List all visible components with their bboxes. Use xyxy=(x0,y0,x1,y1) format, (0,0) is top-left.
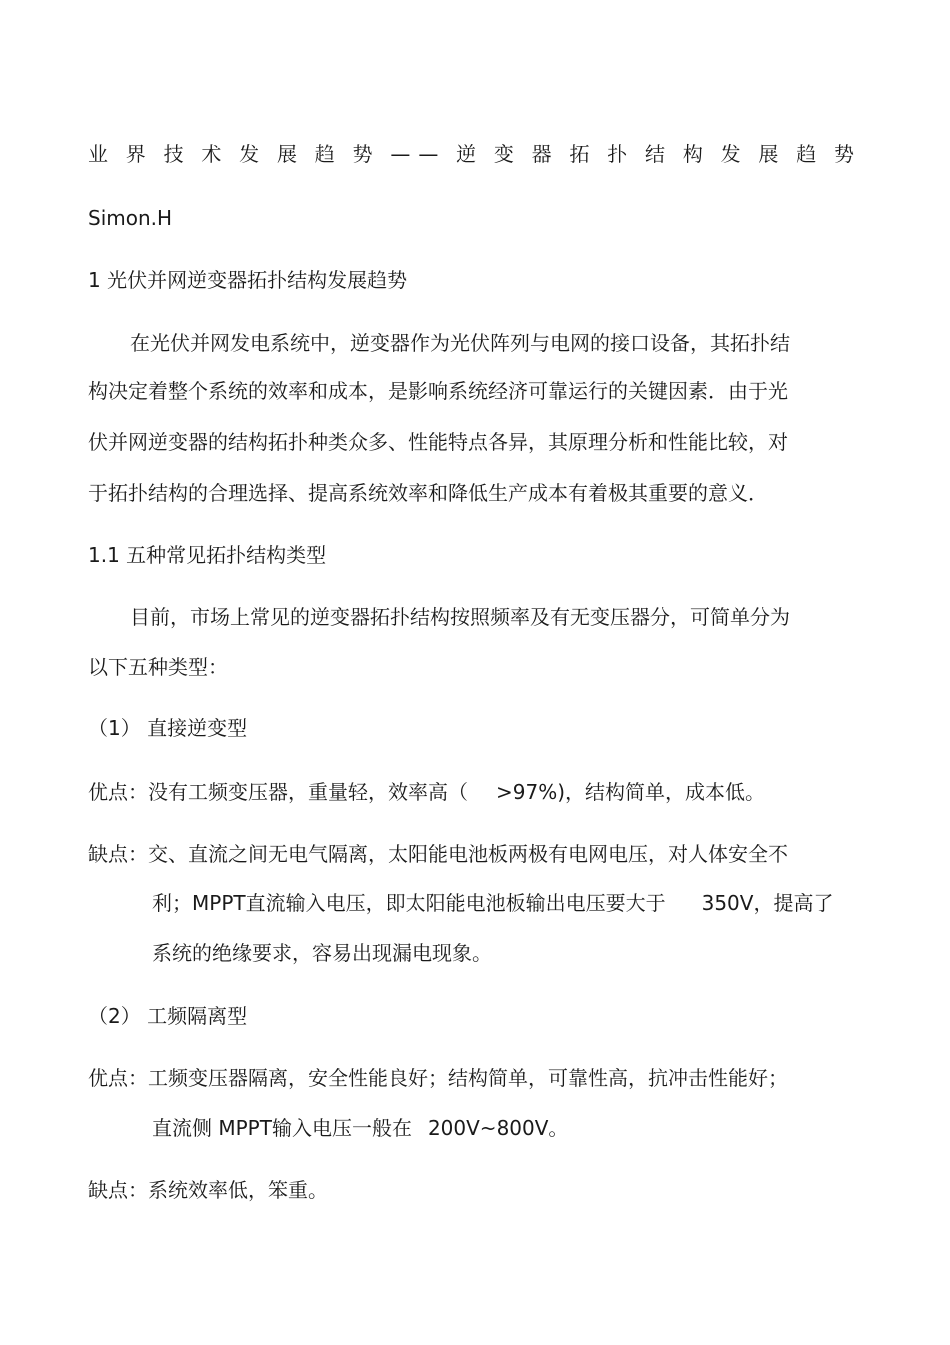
type2-cons-line-1: 缺点：系统效率低，笨重。 xyxy=(88,1178,328,1202)
intro-line-3: 伏并网逆变器的结构拓扑种类众多、性能特点各异，其原理分析和性能比较，对 xyxy=(88,430,788,454)
type1-heading: （1） 直接逆变型 xyxy=(88,716,248,740)
type1-pros xyxy=(88,780,765,804)
type1-pros-part-b: >97%)，结构简单，成本低。 xyxy=(496,780,766,804)
type2-pros-line-2-part-a: 直流侧 MPPT输入电压一般在 xyxy=(152,1116,412,1140)
intro-line-1: 在光伏并网发电系统中，逆变器作为光伏阵列与电网的接口设备，其拓扑结 xyxy=(130,331,790,355)
type1-cons-line-2-part-a: 利；MPPT直流输入电压，即太阳能电池板输出电压要大于 xyxy=(152,891,666,915)
type1-cons-line-3: 系统的绝缘要求，容易出现漏电现象。 xyxy=(152,941,492,965)
types-intro-line-2: 以下五种类型： xyxy=(88,655,228,679)
section-heading-1-1: 1.1 五种常见拓扑结构类型 xyxy=(88,543,327,567)
intro-line-4: 于拓扑结构的合理选择、提高系统效率和降低生产成本有着极其重要的意义． xyxy=(88,481,768,505)
type1-cons-line-2-part-b: 350V，提高了 xyxy=(701,891,834,915)
section-heading-1: 1 光伏并网逆变器拓扑结构发展趋势 xyxy=(88,268,408,292)
type1-pros-part-a: 优点：没有工频变压器，重量轻，效率高（ xyxy=(88,780,468,804)
type1-cons-line-2 xyxy=(152,891,833,915)
type2-pros-line-1: 优点：工频变压器隔离，安全性能良好；结构简单，可靠性高，抗冲击性能好； xyxy=(88,1066,788,1090)
type2-pros-line-2-part-b: 200V~800V。 xyxy=(427,1116,569,1140)
type2-heading: （2） 工频隔离型 xyxy=(88,1004,248,1028)
author: Simon.H xyxy=(88,206,173,230)
types-intro-line-1: 目前，市场上常见的逆变器拓扑结构按照频率及有无变压器分，可简单分为 xyxy=(130,605,790,629)
intro-line-2: 构决定着整个系统的效率和成本，是影响系统经济可靠运行的关键因素．由于光 xyxy=(88,379,788,403)
type1-cons-line-1: 缺点：交、直流之间无电气隔离，太阳能电池板两极有电网电压，对人体安全不 xyxy=(88,842,788,866)
type2-pros-line-2 xyxy=(152,1116,568,1140)
document-title: 业界技术发展趋势——逆变器拓扑结构发展趋势 xyxy=(88,142,862,166)
